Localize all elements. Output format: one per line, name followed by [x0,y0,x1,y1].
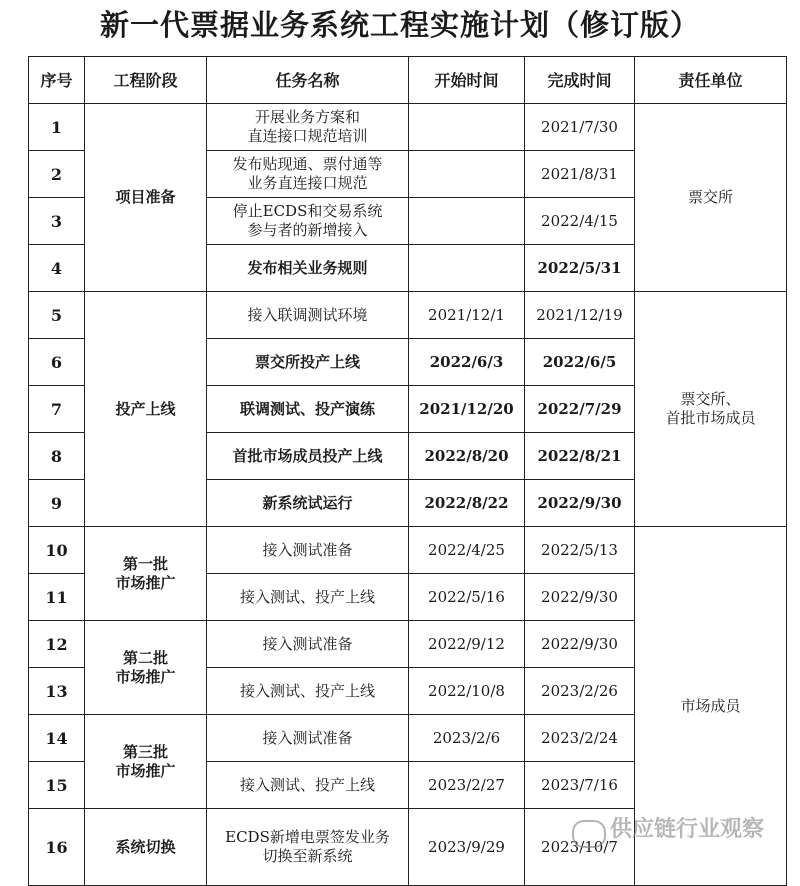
row-no: 9 [29,480,85,527]
task-line: 直连接口规范培训 [247,127,368,145]
start-cell: 2022/8/20 [409,433,525,480]
end-cell: 2022/5/13 [525,527,635,574]
start-cell: 2021/12/1 [409,292,525,339]
phase-line: 市场推广 [115,761,176,780]
start-cell: 2021/12/20 [409,386,525,433]
start-cell: 2023/9/29 [409,809,525,886]
row-no: 7 [29,386,85,433]
task-cell: 接入测试、投产上线 [207,574,409,621]
row-no: 11 [29,574,85,621]
end-cell: 2021/8/31 [525,151,635,198]
task-line: 参与者的新增接入 [247,221,368,239]
row-no: 13 [29,668,85,715]
start-cell [409,245,525,292]
start-cell [409,198,525,245]
task-line: 切换至新系统 [262,847,353,865]
phase-line: 市场推广 [115,667,176,686]
phase-cell [85,621,207,715]
end-cell: 2022/7/29 [525,386,635,433]
start-cell: 2022/9/12 [409,621,525,668]
header-no: 序号 [29,57,85,104]
phase-line: 市场推广 [115,573,176,592]
owner-cell: 票交所 [635,104,787,292]
start-cell: 2022/10/8 [409,668,525,715]
owner-line: 票交所、 [680,390,741,408]
row-no: 12 [29,621,85,668]
owner-cell: 市场成员 [635,527,787,886]
task-cell: 票交所投产上线 [207,339,409,386]
table-row [29,292,787,339]
row-no: 16 [29,809,85,886]
end-cell: 2022/5/31 [525,245,635,292]
table-header-row [29,57,787,104]
task-line: ECDS新增电票签发业务 [225,828,390,846]
task-line: 开展业务方案和 [254,108,360,126]
row-no: 8 [29,433,85,480]
start-cell: 2022/5/16 [409,574,525,621]
task-cell: 接入联调测试环境 [207,292,409,339]
task-line: 业务直连接口规范 [247,174,368,192]
end-cell: 2021/12/19 [525,292,635,339]
phase-cell: 项目准备 [85,104,207,292]
start-cell: 2022/4/25 [409,527,525,574]
phase-cell: 系统切换 [85,809,207,886]
start-cell: 2022/8/22 [409,480,525,527]
task-cell: 接入测试、投产上线 [207,762,409,809]
task-cell: 接入测试、投产上线 [207,668,409,715]
row-no: 1 [29,104,85,151]
task-cell [207,104,409,151]
row-no: 5 [29,292,85,339]
owner-line: 首批市场成员 [665,409,756,427]
start-cell: 2022/6/3 [409,339,525,386]
header-end: 完成时间 [525,57,635,104]
task-cell: 联调测试、投产演练 [207,386,409,433]
start-cell: 2023/2/27 [409,762,525,809]
owner-cell [635,292,787,527]
task-cell [207,809,409,886]
end-cell: 2022/9/30 [525,621,635,668]
phase-line: 第三批 [122,742,168,761]
end-cell: 2023/10/7 [525,809,635,886]
task-cell [207,151,409,198]
task-cell: 发布相关业务规则 [207,245,409,292]
start-cell [409,151,525,198]
table-row [29,527,787,574]
row-no: 4 [29,245,85,292]
phase-cell: 投产上线 [85,292,207,527]
end-cell: 2023/2/26 [525,668,635,715]
phase-cell [85,715,207,809]
task-cell: 接入测试准备 [207,621,409,668]
end-cell: 2023/7/16 [525,762,635,809]
implementation-plan-table [28,56,787,886]
row-no: 14 [29,715,85,762]
row-no: 15 [29,762,85,809]
row-no: 3 [29,198,85,245]
start-cell [409,104,525,151]
row-no: 10 [29,527,85,574]
end-cell: 2022/6/5 [525,339,635,386]
end-cell: 2022/9/30 [525,574,635,621]
task-cell: 接入测试准备 [207,527,409,574]
phase-line: 第一批 [122,554,168,573]
task-line: 停止ECDS和交易系统 [232,202,383,220]
task-cell [207,198,409,245]
end-cell: 2022/4/15 [525,198,635,245]
phase-line: 第二批 [122,648,168,667]
task-cell: 接入测试准备 [207,715,409,762]
task-cell: 新系统试运行 [207,480,409,527]
end-cell: 2021/7/30 [525,104,635,151]
header-phase: 工程阶段 [85,57,207,104]
watermark-text: 供应链行业观察 [610,817,765,842]
end-cell: 2022/9/30 [525,480,635,527]
header-owner: 责任单位 [635,57,787,104]
task-line: 发布贴现通、票付通等 [232,155,383,173]
task-cell: 首批市场成员投产上线 [207,433,409,480]
row-no: 2 [29,151,85,198]
header-start: 开始时间 [409,57,525,104]
end-cell: 2023/2/24 [525,715,635,762]
header-task: 任务名称 [207,57,409,104]
end-cell: 2022/8/21 [525,433,635,480]
start-cell: 2023/2/6 [409,715,525,762]
table-row [29,104,787,151]
document-title: 新一代票据业务系统工程实施计划（修订版） [99,8,700,42]
phase-cell [85,527,207,621]
row-no: 6 [29,339,85,386]
wechat-logo-icon [572,820,606,848]
